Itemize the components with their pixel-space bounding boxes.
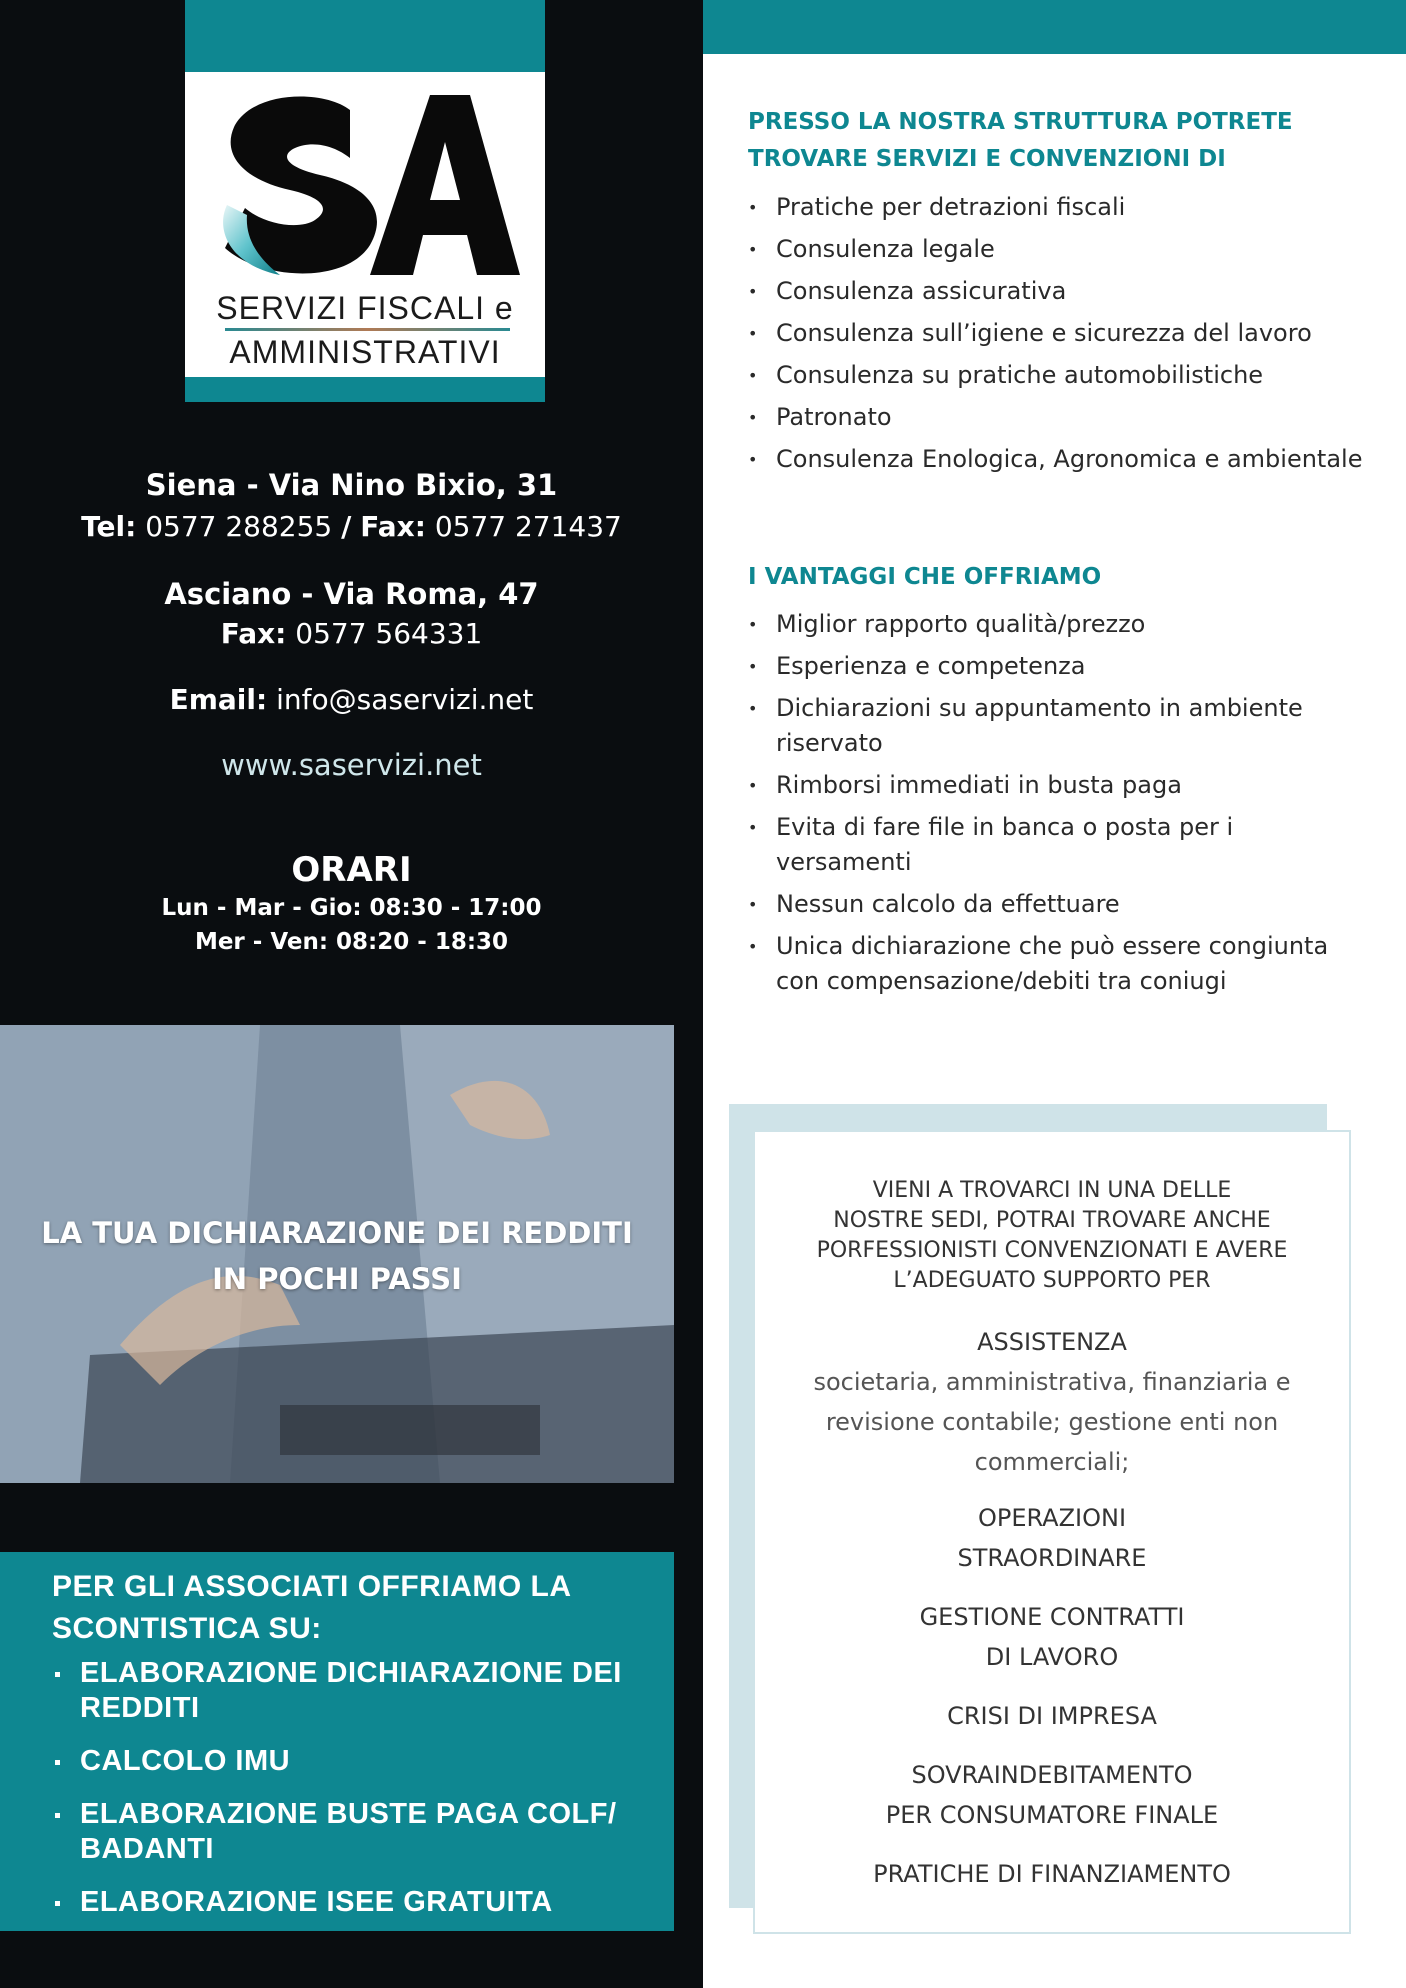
promo-title-line-2: SCONTISTICA SU:	[52, 1612, 322, 1645]
advantages-title: I VANTAGGI CHE OFFRIAMO	[748, 564, 1102, 590]
services-title-line-2: TROVARE SERVIZI E CONVENZIONI DI	[748, 146, 1226, 172]
promo-title	[52, 1566, 652, 1650]
service-crisi	[775, 1696, 1329, 1736]
logo-text-line1: SERVIZI FISCALI e	[216, 290, 514, 326]
services-title-line-1: PRESSO LA NOSTRA STRUTTURA POTRETE	[748, 109, 1293, 135]
list-item: CALCOLO IMU	[52, 1744, 652, 1779]
list-item: • Esperienza e competenza	[748, 649, 1368, 684]
crisi-title: CRISI DI IMPRESA	[947, 1702, 1157, 1730]
list-item: ELABORAZIONE DICHIARAZIONE DEI REDDITI	[52, 1656, 652, 1726]
hours-line-2: Mer - Ven: 08:20 - 18:30	[194, 929, 509, 955]
sovra-line-1: SOVRAINDEBITAMENTO	[911, 1761, 1193, 1789]
list-item: • Patronato	[748, 400, 1368, 435]
hero-line-2: IN POCHI PASSI	[212, 1262, 462, 1296]
tel-value[interactable]: 0577 288255	[145, 510, 333, 543]
assistenza-desc-2: revisione contabile; gestione enti non	[825, 1408, 1279, 1436]
list-item: • Evita di fare file in banca o posta per i versamenti	[748, 810, 1368, 880]
services-title	[748, 104, 1368, 178]
list-item: • Pratiche per detrazioni fiscali	[748, 190, 1368, 225]
list-item: • Consulenza assicurativa	[748, 274, 1368, 309]
promo-title-line-1: PER GLI ASSOCIATI OFFRIAMO LA	[52, 1570, 572, 1603]
list-item: • Nessun calcolo da effettuare	[748, 887, 1368, 922]
promo-panel	[0, 1552, 674, 1931]
asciano-fax-label: Fax:	[220, 617, 287, 650]
intro-line-2: NOSTRE SEDI, POTRAI TROVARE ANCHE	[833, 1208, 1271, 1233]
list-item: • Consulenza legale	[748, 232, 1368, 267]
service-contratti	[775, 1597, 1329, 1677]
advantages-list	[748, 607, 1368, 1006]
info-box	[753, 1130, 1351, 1934]
hours-title: ORARI	[291, 850, 412, 890]
hours-line-1: Lun - Mar - Gio: 08:30 - 17:00	[161, 895, 542, 921]
operazioni-line-1: OPERAZIONI	[977, 1504, 1127, 1532]
operazioni-line-2: STRAORDINARE	[957, 1544, 1147, 1572]
list-item: ELABORAZIONE ISEE GRATUITA	[52, 1885, 652, 1920]
hero-headline	[0, 1210, 674, 1302]
separator: /	[341, 510, 352, 543]
service-assistenza	[775, 1322, 1329, 1482]
top-accent-band	[703, 0, 1406, 54]
intro-line-1: VIENI A TROVARCI IN UNA DELLE	[872, 1178, 1232, 1203]
service-operazioni	[775, 1498, 1329, 1578]
list-item: • Miglior rapporto qualità/prezzo	[748, 607, 1368, 642]
list-item: • Consulenza Enologica, Agronomica e ambientale	[748, 442, 1368, 477]
sa-logo-icon	[205, 80, 525, 290]
assistenza-desc-1: societaria, amministrativa, finanziaria e	[813, 1368, 1291, 1396]
website-link[interactable]: www.saservizi.net	[221, 748, 482, 782]
promo-list	[52, 1656, 652, 1938]
contratti-line-1: GESTIONE CONTRATTI	[919, 1603, 1185, 1631]
info-box-intro	[775, 1176, 1329, 1296]
list-item: • Unica dichiarazione che può essere congiunta con compensazione/debiti tra coniugi	[748, 929, 1368, 999]
list-item: • Consulenza sull’igiene e sicurezza del lavoro	[748, 316, 1368, 351]
list-item: ELABORAZIONE BUSTE PAGA COLF/ BADANTI	[52, 1797, 652, 1867]
logo	[185, 72, 545, 377]
siena-phone-fax	[0, 510, 703, 543]
hero-line-1: LA TUA DICHIARAZIONE DEI REDDITI	[41, 1216, 633, 1250]
fax-label: Fax:	[360, 510, 426, 543]
logo-text-line2: AMMINISTRATIVI	[229, 334, 501, 370]
list-item: • Consulenza su pratiche automobilistiche	[748, 358, 1368, 393]
service-finanziamento	[775, 1854, 1329, 1894]
hero-photo	[0, 1025, 674, 1483]
siena-address: Siena - Via Nino Bixio, 31	[145, 468, 558, 502]
assistenza-desc-3: commerciali;	[974, 1448, 1130, 1476]
asciano-fax-value: 0577 564331	[295, 617, 483, 650]
list-item: • Dichiarazioni su appuntamento in ambiente riservato	[748, 691, 1368, 761]
list-item: • Rimborsi immediati in busta paga	[748, 768, 1368, 803]
service-sovraindebitamento	[775, 1755, 1329, 1835]
assistenza-title: ASSISTENZA	[977, 1328, 1127, 1356]
intro-line-4: L’ADEGUATO SUPPORTO PER	[893, 1268, 1211, 1293]
finanziamento-title: PRATICHE DI FINANZIAMENTO	[873, 1860, 1231, 1888]
email-label: Email:	[169, 683, 268, 716]
contratti-line-2: DI LAVORO	[985, 1643, 1119, 1671]
logo-frame	[185, 0, 545, 402]
email-link[interactable]: info@saservizi.net	[276, 683, 534, 716]
fax-value: 0577 271437	[434, 510, 622, 543]
asciano-fax	[0, 617, 703, 650]
asciano-address: Asciano - Via Roma, 47	[164, 577, 539, 611]
tel-label: Tel:	[81, 510, 137, 543]
intro-line-3: PORFESSIONISTI CONVENZIONATI E AVERE	[816, 1238, 1288, 1263]
services-list	[748, 190, 1368, 484]
logo-divider	[225, 328, 510, 331]
sovra-line-2: PER CONSUMATORE FINALE	[885, 1801, 1219, 1829]
email	[0, 683, 703, 716]
